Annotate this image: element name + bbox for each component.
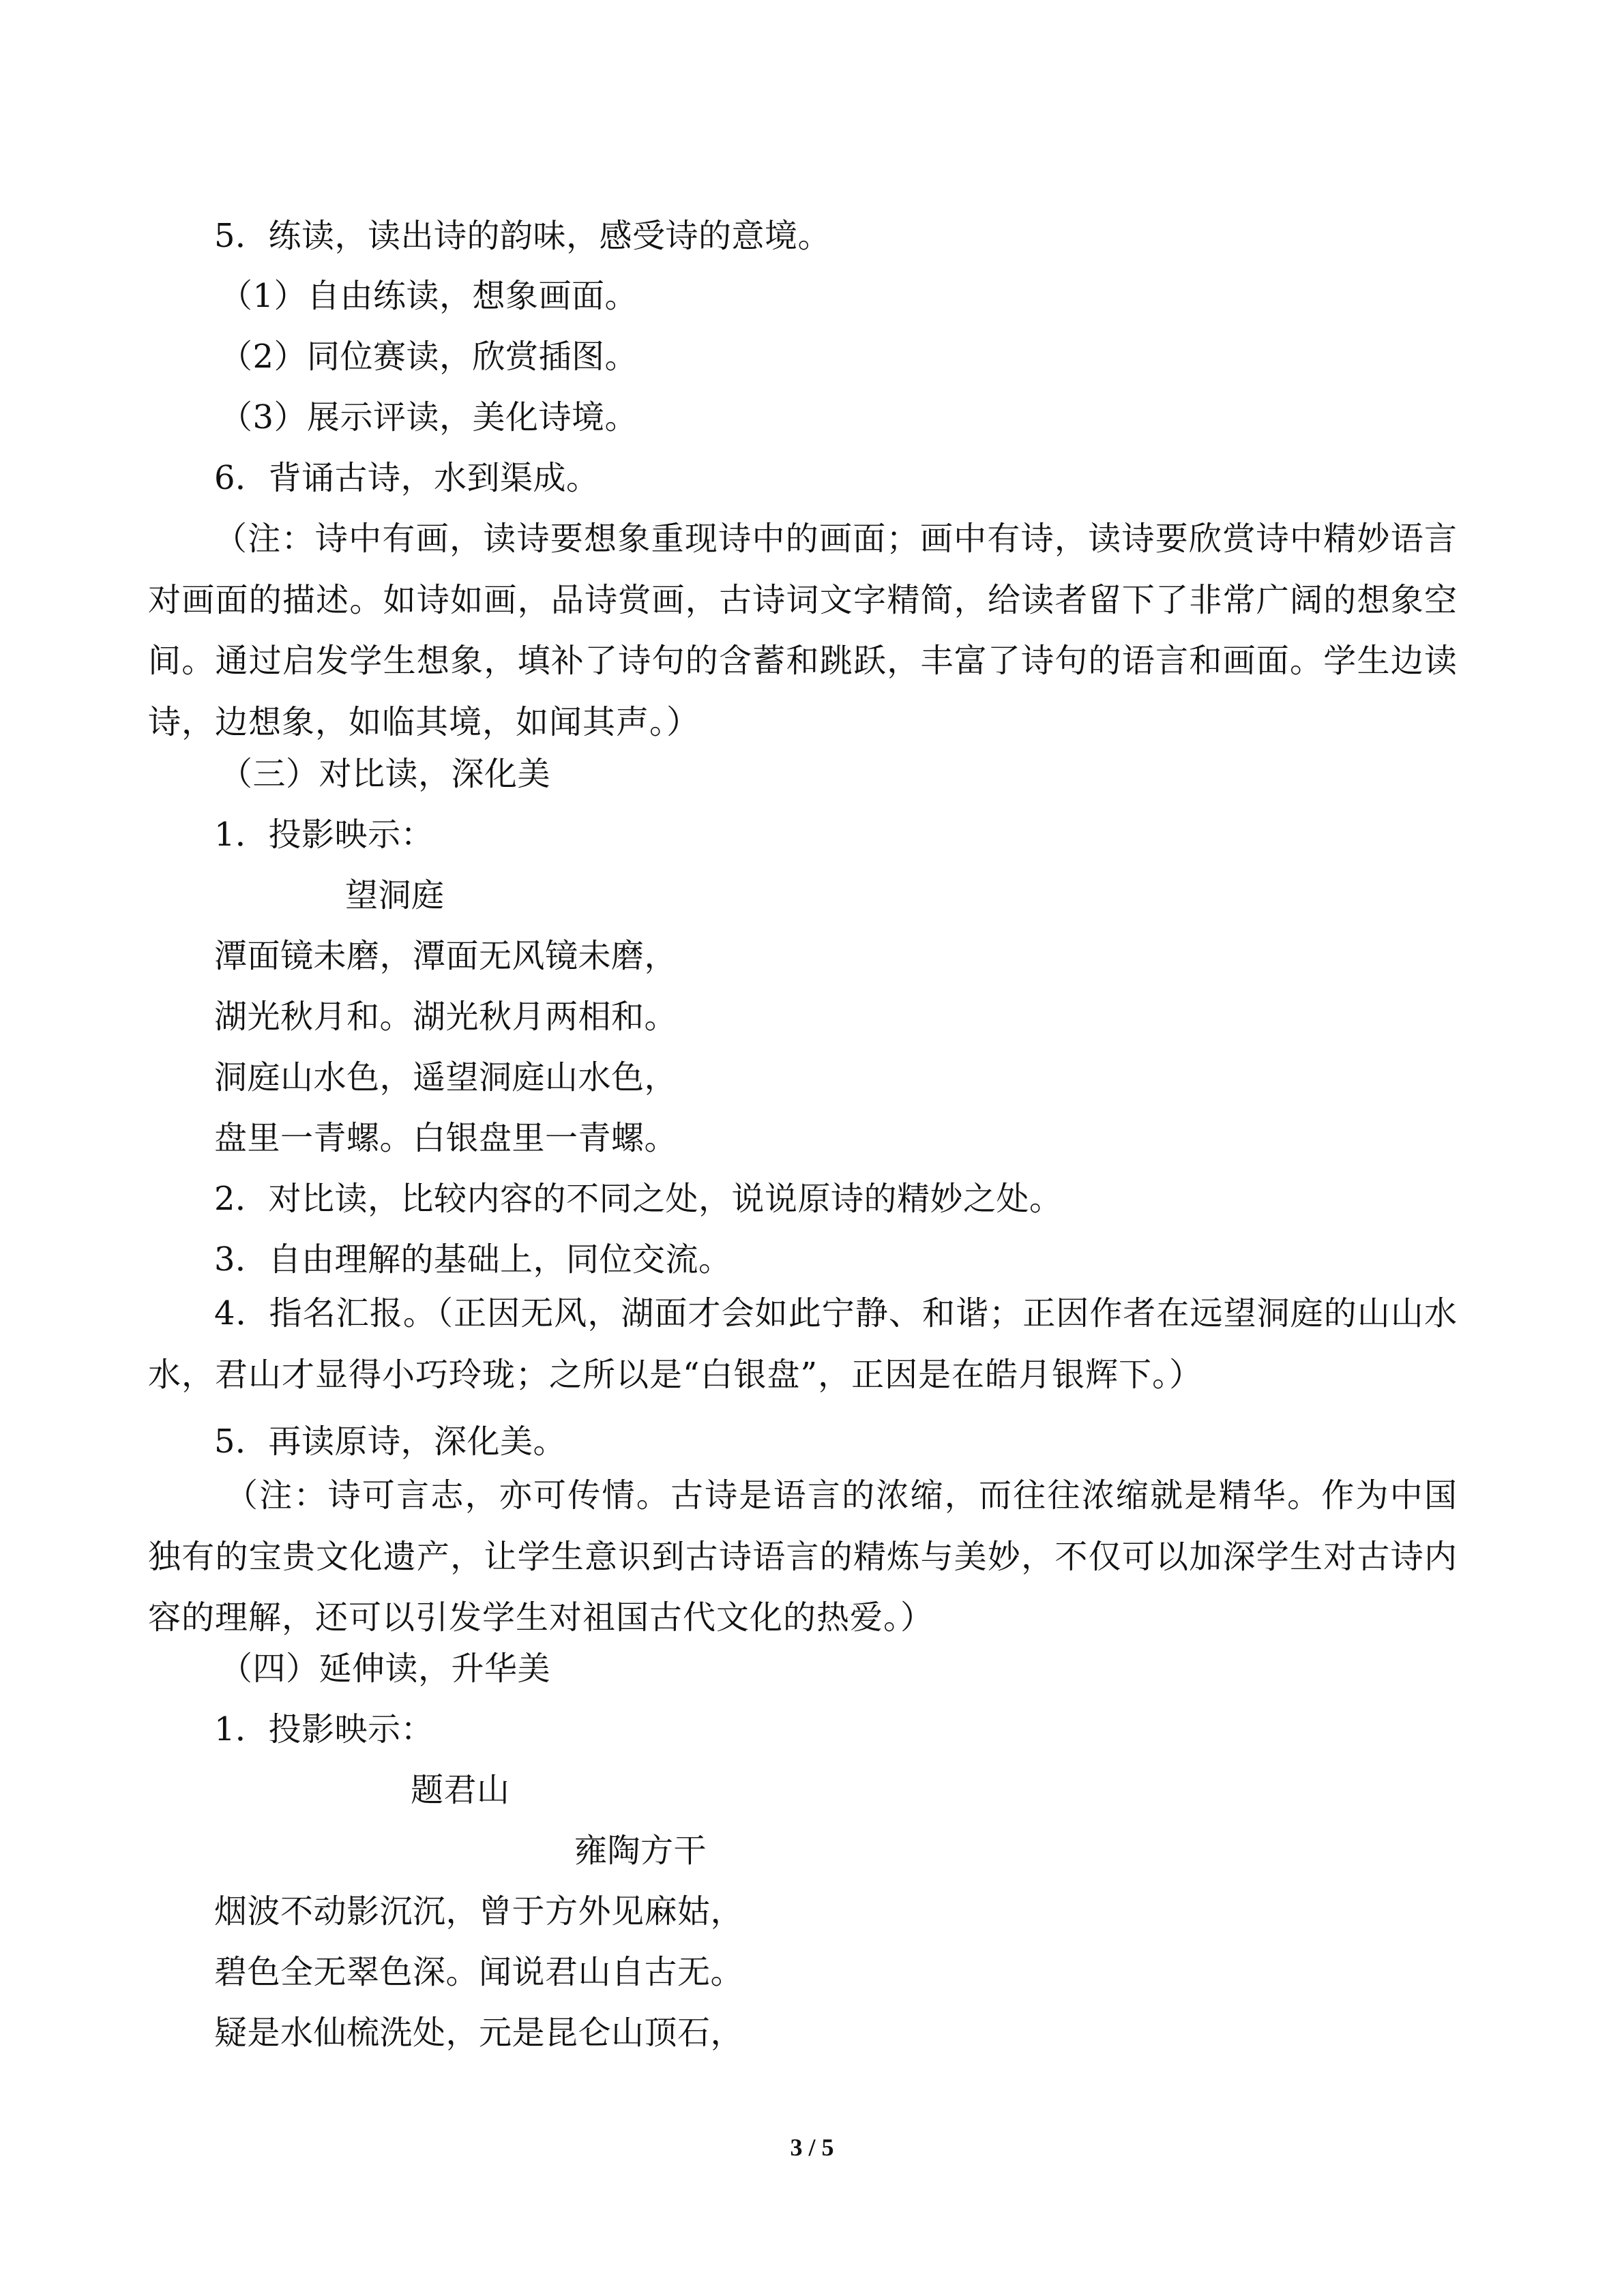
substep-5-1: （1）自由练读，想象画面。: [220, 277, 638, 315]
section-three-step-1: 1．投影映示：: [214, 816, 434, 854]
page-number: 3 / 5: [790, 2134, 834, 2161]
poem-title-wang-dongting: 望洞庭: [345, 876, 445, 914]
poem-line: 碧色全无翠色深。闻说君山自古无。: [214, 1953, 744, 1991]
section-four-heading: （四）延伸读，升华美: [220, 1650, 551, 1688]
poem-line: 烟波不动影沉沉，曾于方外见麻姑，: [214, 1892, 744, 1930]
poem-author: 雍陶方干: [574, 1832, 707, 1870]
poem-line: 疑是水仙梳洗处，元是昆仑山顶石，: [214, 2014, 744, 2052]
poem-line: 湖光秋月和。湖光秋月两相和。: [214, 998, 678, 1036]
step-5-practice-reading: 5．练读，读出诗的韵味，感受诗的意境。: [214, 217, 831, 255]
section-three-heading: （三）对比读，深化美: [220, 755, 551, 793]
note-paragraph-1: （注：诗中有画，读诗要想象重现诗中的画面；画中有诗，读诗要欣赏诗中精妙语言对画面的描述。如诗如画，品诗赏画，古诗词文字精简，给读者留下了非常广阔的想象空间。通过启发学生想象，填补了诗句的含蓄和跳跃，丰富了诗句的语言和画面。学生边读诗，边想象，如临其境，如闻其声。）: [148, 520, 1458, 741]
section-three-step-4: 4．指名汇报。（正因无风，湖面才会如此宁静、和谐；正因作者在远望洞庭的山山水水，君山才显得小巧玲珑；之所以是“白银盘”，正因是在皓月银辉下。）: [148, 1294, 1458, 1394]
section-three-step-2: 2．对比读，比较内容的不同之处，说说原诗的精妙之处。: [214, 1180, 1063, 1218]
step-6-recite: 6．背诵古诗，水到渠成。: [214, 459, 600, 497]
section-three-step-3: 3．自由理解的基础上，同位交流。: [214, 1240, 732, 1279]
section-three-step-5: 5．再读原诗，深化美。: [214, 1422, 567, 1461]
section-four-step-1: 1．投影映示：: [214, 1710, 434, 1748]
poem-line: 盘里一青螺。白银盘里一青螺。: [214, 1119, 678, 1157]
poem-title-ti-junshan: 题君山: [411, 1771, 510, 1809]
note-paragraph-2: （注：诗可言志，亦可传情。古诗是语言的浓缩，而往往浓缩就是精华。作为中国独有的宝贵文化遗产，让学生意识到古诗语言的精炼与美妙，不仅可以加深学生对古诗内容的理解，还可以引发学生对祖国古代文化的热爱。）: [148, 1476, 1458, 1637]
poem-line: 洞庭山水色，遥望洞庭山水色，: [214, 1058, 678, 1097]
substep-5-2: （2）同位赛读，欣赏插图。: [220, 338, 638, 376]
poem-line: 潭面镜未磨，潭面无风镜未磨，: [214, 937, 678, 975]
substep-5-3: （3）展示评读，美化诗境。: [220, 398, 638, 436]
